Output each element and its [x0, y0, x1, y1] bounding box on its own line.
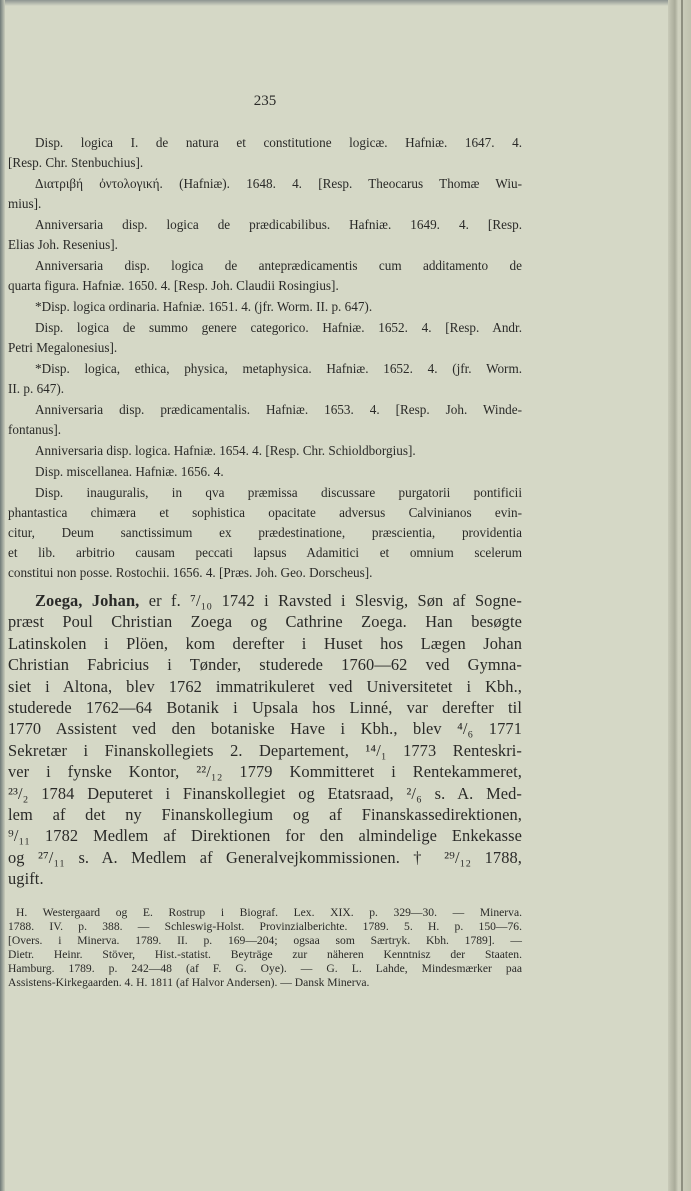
entry-line: Disp. inauguralis, in qva præmissa discussare purgatorii pontificii — [35, 485, 522, 500]
entry-line: Disp. logica I. de natura et constitutione logicæ. Hafniæ. 1647. 4. — [35, 135, 522, 150]
biography-line: Zoega, Johan, er f. ⁷/₁₀ 1742 i Ravsted i Slesvig, Søn af Sogne- — [35, 591, 522, 610]
entry-line: Petri Megalonesius]. — [8, 340, 118, 355]
biography-name: Zoega, Johan, — [35, 591, 140, 610]
biography-line: siet i Altona, blev 1762 immatrikuleret ved Universitetet i Kbh., — [8, 676, 522, 696]
references-footnote — [8, 906, 522, 991]
biography-line: lem af det ny Finanskollegium og af Finanskassedirektionen, — [8, 805, 522, 825]
reference-line: [Overs. i Minerva. 1789. II. p. 169—204; ogsaa som Særtryk. Kbh. 1789]. — — [8, 933, 522, 947]
entry-line: Anniversaria disp. logica de prædicabilibus. Hafniæ. 1649. 4. [Resp. — [35, 217, 522, 232]
entry-line: constitui non posse. Rostochii. 1656. 4. [Præs. Joh. Geo. Dorscheus]. — [8, 565, 373, 580]
entry-line: fontanus]. — [8, 422, 62, 437]
entry-line: citur, Deum sanctissimum ex prædestinatione, præscientia, providentia — [8, 525, 522, 540]
entry-line: Διατριβή ὀντολογική. (Hafniæ). 1648. 4. [Resp. Theocarus Thomæ Wiu- — [35, 176, 522, 191]
bibliography-entry — [8, 441, 522, 461]
bibliography-entry — [8, 297, 522, 317]
biography-line: præst Poul Christian Zoega og Cathrine Zoega. Han besøgte — [8, 612, 522, 632]
page-top-edge — [0, 0, 691, 6]
reference-line: H. Westergaard og E. Rostrup i Biograf. Lex. XIX. p. 329—30. — Minerva. — [16, 905, 522, 919]
entry-line: mius]. — [8, 196, 42, 211]
biography-line: Christian Fabricius i Tønder, studerede 1760—62 ved Gymna- — [8, 655, 522, 675]
bibliography-list — [8, 133, 522, 583]
reference-line: Dietr. Heinr. Stöver, Hist.-statist. Beyträge zur näheren Kenntnisz der Staaten. — [8, 947, 522, 961]
entry-line: Disp. miscellanea. Hafniæ. 1656. 4. — [35, 464, 224, 479]
bibliography-entry — [8, 483, 522, 583]
biography-line: 1770 Assistent ved den botaniske Have i Kbh., blev ⁴/₆ 1771 — [8, 719, 522, 739]
bibliography-entry — [8, 400, 522, 440]
entry-line: [Resp. Chr. Stenbuchius]. — [8, 155, 144, 170]
entry-line: *Disp. logica ordinaria. Hafniæ. 1651. 4. (jfr. Worm. II. p. 647). — [35, 299, 373, 314]
page-number: 235 — [253, 93, 277, 109]
biography-line: ⁹/₁₁ 1782 Medlem af Direktionen for den almindelige Enkekasse — [8, 826, 522, 846]
bibliography-entry — [8, 318, 522, 358]
book-spine-line — [681, 0, 683, 1191]
biography-line: studerede 1762—64 Botanik i Upsala hos Linné, var derefter til — [8, 698, 522, 718]
entry-line: phantastica chimæra et sophistica opacitate adversus Calvinianos evin- — [8, 505, 522, 520]
entry-line: Anniversaria disp. logica de anteprædicamentis cum additamento de — [35, 258, 522, 273]
biography-line: Sekretær i Finanskollegiets 2. Departement, ¹⁴/₁ 1773 Renteskri- — [8, 740, 522, 760]
entry-line: quarta figura. Hafniæ. 1650. 4. [Resp. Joh. Claudii Rosingius]. — [8, 278, 339, 293]
biography-line: og ²⁷/₁₁ s. A. Medlem af Generalvejkommissionen. † ²⁹/₁₂ 1788, — [8, 847, 522, 867]
bibliography-entry — [8, 256, 522, 296]
bibliography-entry — [8, 215, 522, 255]
reference-line: Assistens-Kirkegaarden. 4. H. 1811 (af Halvor Andersen). — Dansk Minerva. — [8, 976, 370, 990]
bibliography-entry — [8, 462, 522, 482]
reference-line: Hamburg. 1789. p. 242—48 (af F. G. Oye). — G. L. Lahde, Mindesmærker paa — [8, 962, 522, 976]
bibliography-entry — [8, 174, 522, 214]
entry-line: et lib. arbitrio causam peccati lapsus Adamitici et omnium scelerum — [8, 545, 522, 560]
book-spine-edge — [668, 0, 691, 1191]
page-body — [8, 133, 522, 990]
entry-line: Anniversaria disp. prædicamentalis. Hafniæ. 1653. 4. [Resp. Joh. Winde- — [35, 402, 522, 417]
bibliography-entry — [8, 359, 522, 399]
page-left-edge — [0, 0, 5, 1191]
entry-line: II. p. 647). — [8, 381, 65, 396]
biography-line: ver i fynske Kontor, ²²/₁₂ 1779 Kommitteret i Rentekammeret, — [8, 762, 522, 782]
biography-line: Latinskolen i Plöen, kom derefter i Huset hos Lægen Johan — [8, 633, 522, 653]
biography-line: ugift. — [8, 869, 44, 889]
biography-line: ²³/₂ 1784 Deputeret i Finanskollegiet og Etatsraad, ²/₆ s. A. Med- — [8, 783, 522, 803]
entry-line: Anniversaria disp. logica. Hafniæ. 1654. 4. [Resp. Chr. Schioldborgius]. — [35, 443, 416, 458]
entry-line: Elias Joh. Resenius]. — [8, 237, 118, 252]
bibliography-entry — [8, 133, 522, 173]
entry-line: Disp. logica de summo genere categorico. Hafniæ. 1652. 4. [Resp. Andr. — [35, 320, 522, 335]
reference-line: 1788. IV. p. 388. — Schleswig-Holst. Provinzialberichte. 1789. 5. H. p. 150—76. — [8, 919, 522, 933]
biography-paragraph — [8, 590, 522, 890]
entry-line: *Disp. logica, ethica, physica, metaphysica. Hafniæ. 1652. 4. (jfr. Worm. — [35, 361, 522, 376]
